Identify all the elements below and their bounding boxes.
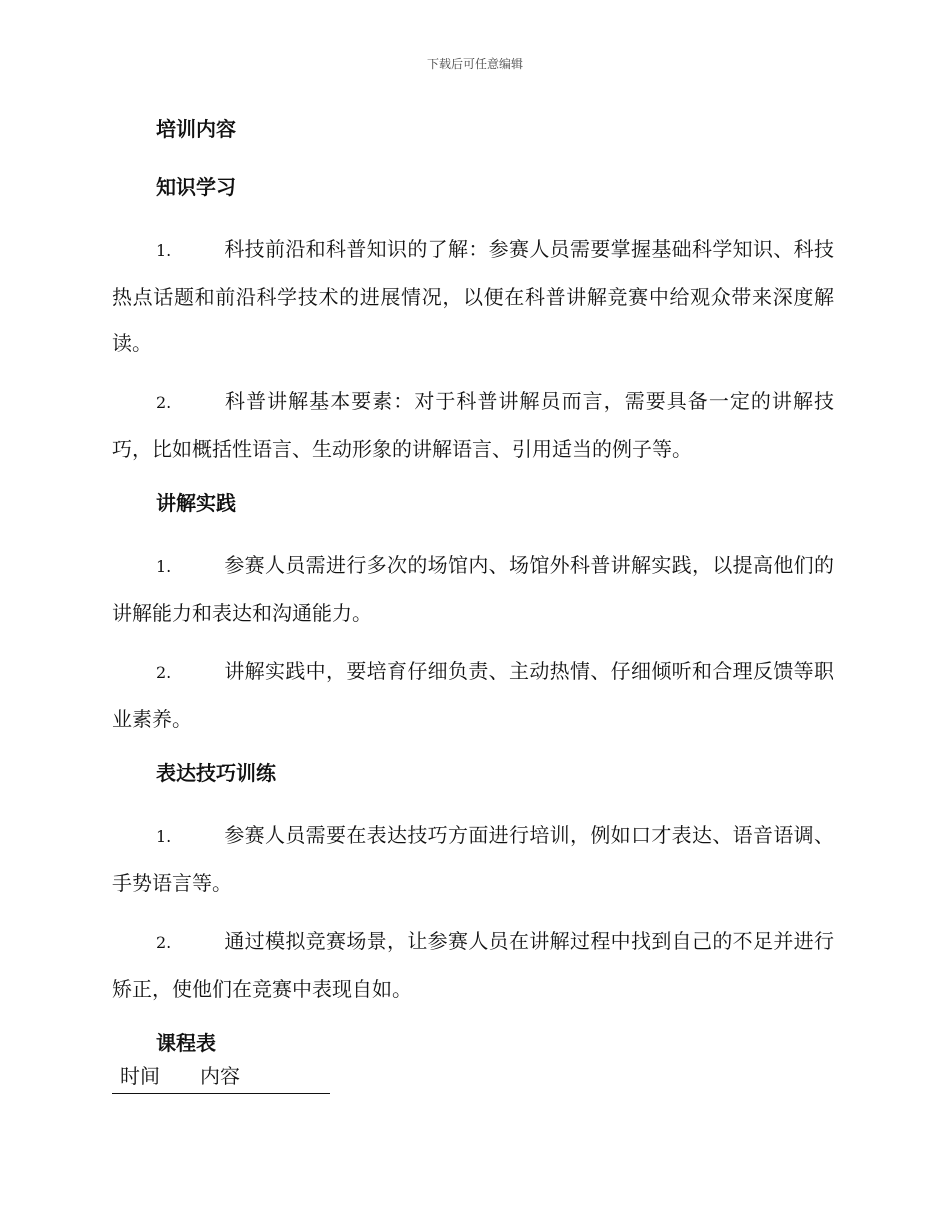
column-header-time: 时间 [120, 1064, 160, 1088]
column-header-content: 内容 [200, 1064, 240, 1088]
header-note: 下载后可任意编辑 [426, 57, 523, 71]
heading-practice: 讲解实践 [156, 491, 236, 515]
practice-item-2 [112, 648, 834, 742]
heading-expression: 表达技巧训练 [156, 761, 276, 785]
list-number: 1. [156, 557, 172, 576]
list-item-text: 通过模拟竞赛场景，让参赛人员在讲解过程中找到自己的不足并进行矫正，使他们在竞赛中表现自如。 [112, 929, 834, 1001]
list-number: 2. [156, 393, 172, 412]
list-number: 1. [156, 827, 172, 846]
list-item-text: 科普讲解基本要素：对于科普讲解员而言，需要具备一定的讲解技巧，比如概括性语言、生动形象的讲解语言、引用适当的例子等。 [112, 389, 834, 461]
list-item-text: 参赛人员需进行多次的场馆内、场馆外科普讲解实践，以提高他们的讲解能力和表达和沟通能力。 [112, 553, 834, 625]
list-number: 2. [156, 663, 172, 682]
heading-knowledge: 知识学习 [156, 175, 236, 199]
heading-training-content: 培训内容 [156, 117, 236, 141]
list-item-text: 参赛人员需要在表达技巧方面进行培训，例如口才表达、语音语调、手势语言等。 [112, 823, 834, 895]
expression-item-1 [112, 812, 834, 906]
list-item-text: 讲解实践中，要培育仔细负责、主动热情、仔细倾听和合理反馈等职业素养。 [112, 659, 834, 731]
document-body [112, 110, 834, 1082]
practice-item-1 [112, 542, 834, 636]
knowledge-item-2 [112, 378, 834, 472]
knowledge-item-1 [112, 226, 834, 366]
expression-item-2 [112, 918, 834, 1012]
list-number: 1. [156, 241, 172, 260]
heading-schedule: 课程表 [156, 1031, 216, 1055]
schedule-table-header [112, 1060, 330, 1094]
list-number: 2. [156, 933, 172, 952]
list-item-text: 科技前沿和科普知识的了解：参赛人员需要掌握基础科学知识、科技热点话题和前沿科学技术的进展情况，以便在科普讲解竞赛中给观众带来深度解读。 [112, 237, 834, 355]
